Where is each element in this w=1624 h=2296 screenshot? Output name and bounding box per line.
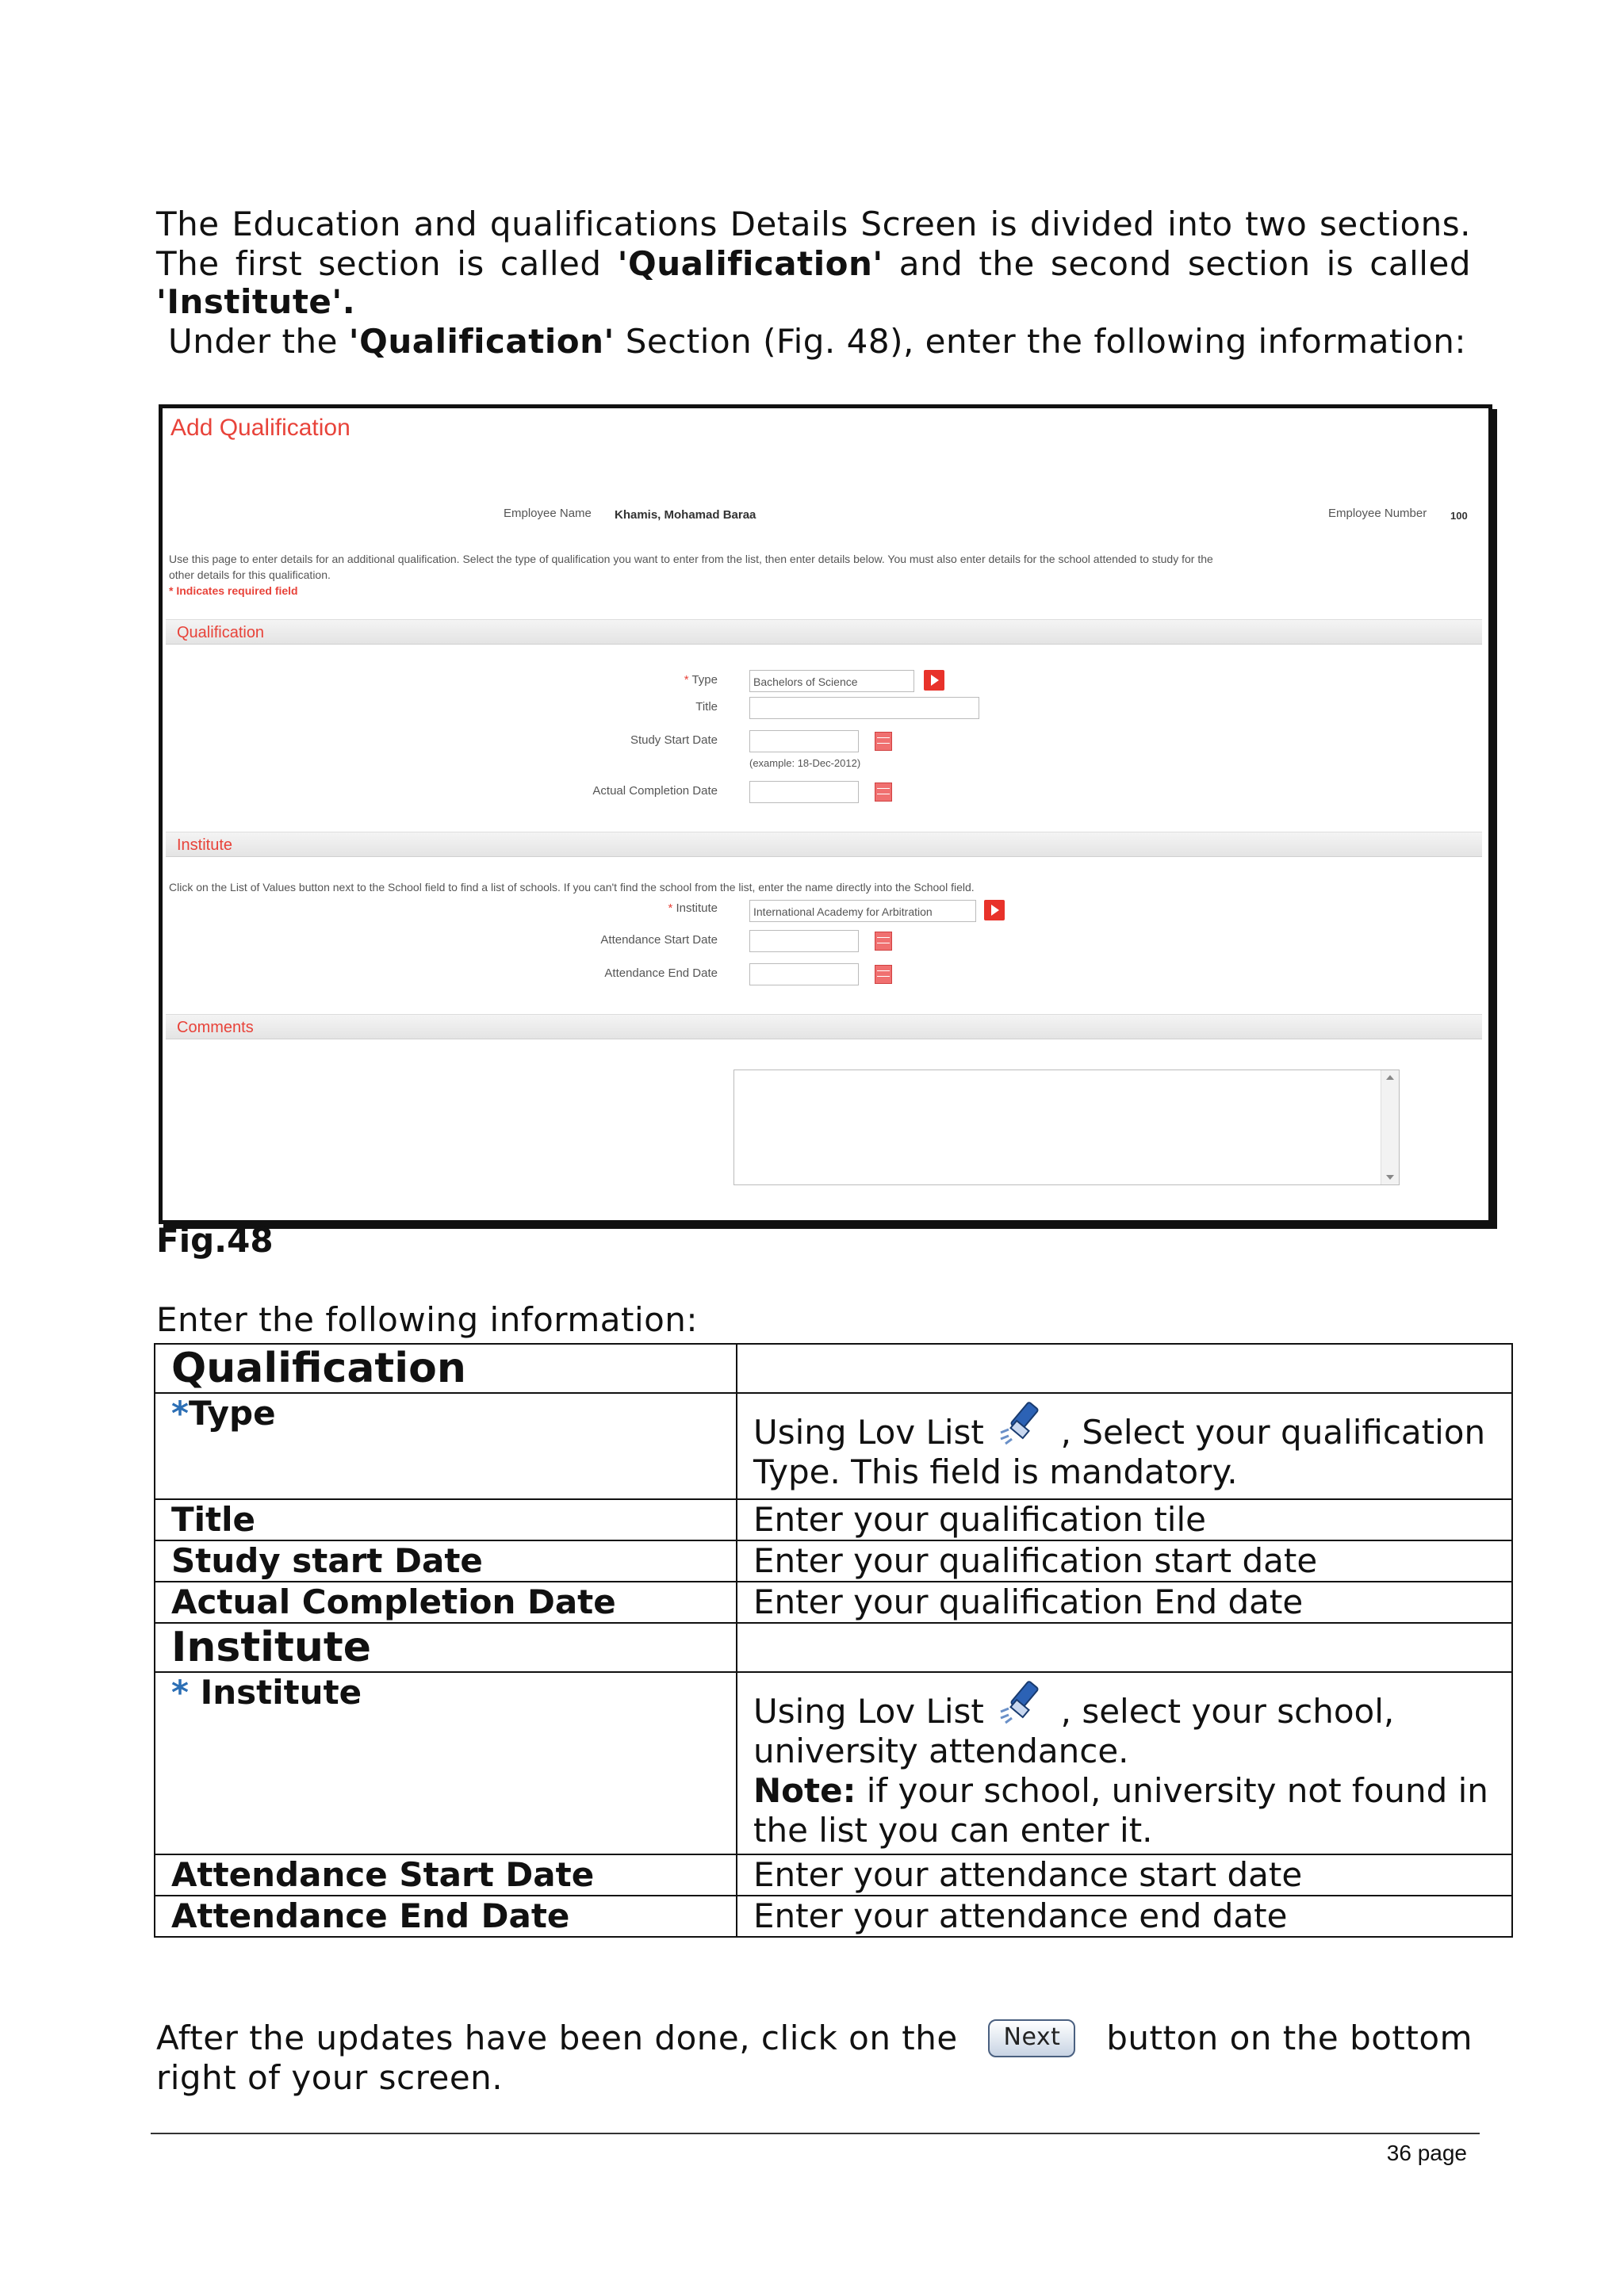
- institute-description-cell: Using Lov List , select your school, university attendance. Note: if your school, university not found in the list you can enter it.: [737, 1672, 1512, 1854]
- employee-number-label: Employee Number: [1328, 507, 1427, 520]
- help-text-line-1: Use this page to enter details for an additional qualification. Select the type of qualification you want to enter from the list, then enter details below. You must also enter details for the school attended to study for the: [169, 553, 1213, 565]
- study-start-date-label: Study Start Date: [630, 733, 718, 747]
- institute-cell: * Institute: [155, 1672, 737, 1854]
- type-cell: *Type: [155, 1393, 737, 1499]
- date-example-hint: (example: 18-Dec-2012): [749, 757, 861, 769]
- study-start-date-field[interactable]: [749, 730, 859, 752]
- type-field[interactable]: Bachelors of Science: [749, 670, 914, 692]
- help-text-line-2: other details for this qualification.: [169, 568, 331, 581]
- qualification-section-header: Qualification: [166, 619, 1482, 645]
- footer-divider: [151, 2133, 1480, 2134]
- footer-instruction-line-1: After the updates have been done, click on the Next button on the bottom: [156, 2019, 1473, 2057]
- table-row: [155, 1540, 1512, 1582]
- employee-name-value: Khamis, Mohamad Baraa: [615, 508, 756, 522]
- title-cell: Title: [155, 1499, 737, 1540]
- institute-label: * Institute: [668, 901, 718, 915]
- actual-completion-description-cell: Enter your qualification End date: [737, 1582, 1512, 1623]
- attendance-end-date-field[interactable]: [749, 963, 859, 985]
- employee-name-label: Employee Name: [504, 507, 592, 520]
- study-start-cell: Study start Date: [155, 1540, 737, 1582]
- attendance-end-cell: Attendance End Date: [155, 1896, 737, 1937]
- type-label: * Type: [684, 673, 718, 687]
- attendance-start-calendar-icon[interactable]: [875, 932, 892, 951]
- next-button[interactable]: Next: [988, 2019, 1075, 2057]
- table-cell: [737, 1623, 1512, 1672]
- add-qualification-screenshot: [159, 404, 1492, 1224]
- figure-caption: Fig.48: [156, 1221, 274, 1260]
- actual-completion-calendar-icon[interactable]: [875, 783, 892, 802]
- study-start-calendar-icon[interactable]: [875, 732, 892, 751]
- institute-field[interactable]: International Academy for Arbitration: [749, 900, 976, 922]
- qualification-header: Qualification: [155, 1344, 737, 1393]
- scroll-up-arrow-icon[interactable]: [1386, 1075, 1394, 1080]
- intro-line-1: The Education and qualifications Details Screen is divided into two sections.: [156, 205, 1471, 243]
- required-star: *: [171, 1673, 201, 1712]
- attendance-start-date-field[interactable]: [749, 930, 859, 952]
- table-row: [155, 1582, 1512, 1623]
- intro-line-4: Under the 'Qualification' Section (Fig. 48), enter the following information:: [168, 322, 1467, 361]
- attendance-start-date-label: Attendance Start Date: [600, 933, 718, 947]
- intro-line-3: 'Institute'.: [156, 282, 356, 321]
- comments-section-header: Comments: [166, 1014, 1482, 1039]
- title-label: Title: [695, 700, 718, 714]
- attendance-end-calendar-icon[interactable]: [875, 965, 892, 984]
- comments-textarea[interactable]: [733, 1070, 1400, 1185]
- footer-instruction-line-2: right of your screen.: [156, 2058, 504, 2097]
- required-field-note: * Indicates required field: [169, 584, 298, 597]
- title-field[interactable]: [749, 697, 979, 719]
- lov-flashlight-icon: [994, 1677, 1050, 1728]
- attendance-start-cell: Attendance Start Date: [155, 1854, 737, 1896]
- scroll-down-arrow-icon[interactable]: [1386, 1175, 1394, 1180]
- page-title: Add Qualification: [170, 415, 350, 441]
- institute-help-text: Click on the List of Values button next to the School field to find a list of schools. If you can't find the school from the list, enter the name directly into the School field.: [169, 881, 975, 894]
- employee-number-value: 100: [1450, 510, 1468, 522]
- table-row: [155, 1499, 1512, 1540]
- attendance-start-description-cell: Enter your attendance start date: [737, 1854, 1512, 1896]
- table-cell: [737, 1344, 1512, 1393]
- institute-section-header: Institute: [166, 832, 1482, 857]
- lov-flashlight-icon: [994, 1398, 1050, 1448]
- page-number: 36 page: [1386, 2141, 1467, 2165]
- institute-header: Institute: [155, 1623, 737, 1672]
- intro-line-2: The first section is called 'Qualification' and the second section is called: [156, 244, 1471, 283]
- title-description-cell: Enter your qualification tile: [737, 1499, 1512, 1540]
- required-star: *: [171, 1394, 189, 1433]
- table-row: [155, 1344, 1512, 1393]
- attendance-end-description-cell: Enter your attendance end date: [737, 1896, 1512, 1937]
- table-row: [155, 1896, 1512, 1937]
- table-row: [155, 1854, 1512, 1896]
- table-row: [155, 1623, 1512, 1672]
- actual-completion-date-field[interactable]: [749, 781, 859, 803]
- institute-lov-button[interactable]: [984, 900, 1005, 920]
- type-description-cell: Using Lov List , Select your qualification Type. This field is mandatory.: [737, 1393, 1512, 1499]
- actual-completion-date-label: Actual Completion Date: [592, 784, 718, 798]
- table-intro: Enter the following information:: [156, 1300, 699, 1339]
- table-row: [155, 1672, 1512, 1854]
- info-table: [154, 1343, 1513, 1938]
- study-start-description-cell: Enter your qualification start date: [737, 1540, 1512, 1582]
- comments-scrollbar[interactable]: [1381, 1070, 1399, 1184]
- type-lov-button[interactable]: [924, 670, 944, 691]
- actual-completion-cell: Actual Completion Date: [155, 1582, 737, 1623]
- attendance-end-date-label: Attendance End Date: [604, 966, 718, 980]
- table-row: [155, 1393, 1512, 1499]
